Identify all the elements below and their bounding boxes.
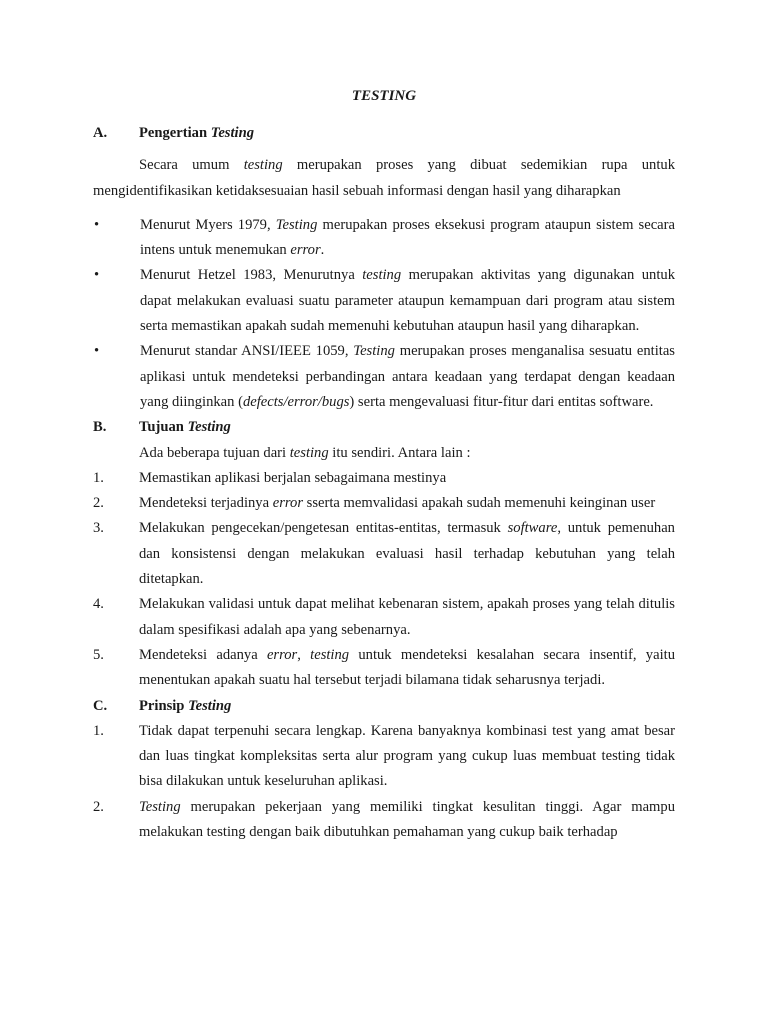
section-c-marker: C. [93,697,108,714]
list-item-text: Menurut standar ANSI/IEEE 1059, Testing merupakan proses menganalisa sesuatu entitas aplikasi untuk mendeteksi perbandingan antara keadaan yang terdapat dengan keadaan yang diinginkan (defects/error/bugs) serta mengevaluasi fitur-fitur dari entitas software. [140,343,675,410]
list-item-text: Menurut Hetzel 1983, Menurutnya testing merupakan aktivitas yang digunakan untuk dapat melakukan evaluasi suatu parameter ataupun kemampuan dari program atau sistem serta memastikan apakah sudah memenuhi kebutuhan ataupun hasil yang diharapkan. [140,267,675,335]
list-number: 4. [93,596,104,613]
list-item [93,213,675,264]
section-b-title: Tujuan Testing [139,419,231,436]
list-number: 2. [93,495,104,512]
section-c-heading [93,694,675,719]
section-b-heading [93,415,675,440]
list-item-text: Testing merupakan pekerjaan yang memiliki tingkat kesulitan tinggi. Agar mampu melakukan testing dengan baik dibutuhkan pemahaman yang cukup baik terhadap [139,798,675,841]
list-number: 1. [93,722,104,739]
list-item [93,719,675,795]
list-item-text: Mendeteksi adanya error, testing untuk mendeteksi kesalahan secara insentif, yaitu menentukan apakah suatu hal tersebut terjadi bilamana tidak seharusnya terjadi. [139,646,675,689]
list-item [93,795,675,846]
page-title: TESTING [351,88,417,104]
list-item [93,339,675,415]
list-item-text: Menurut Myers 1979, Testing merupakan proses eksekusi program ataupun sistem secara intens untuk menemukan error. [140,216,675,259]
list-item [93,516,675,592]
section-a-heading [93,121,675,146]
list-item-text: Memastikan aplikasi berjalan sebagaimana mestinya [139,469,447,486]
list-item-text: Mendeteksi terjadinya error sserta memvalidasi apakah sudah memenuhi keinginan user [139,495,656,512]
section-c-title: Prinsip Testing [139,697,232,714]
list-item [93,592,675,643]
bullet-marker: • [94,216,100,233]
list-item [93,263,675,339]
list-item [93,643,675,694]
list-number: 2. [93,798,104,815]
list-number: 3. [93,520,104,537]
document-body [93,121,675,845]
bullet-marker: • [94,343,100,360]
section-b-lead: Ada beberapa tujuan dari testing itu sendiri. Antara lain : [139,444,471,461]
list-item [93,466,675,491]
section-a-title: Pengertian Testing [139,125,255,141]
list-number: 5. [93,646,104,663]
list-item-text: Melakukan validasi untuk dapat melihat kebenaran sistem, apakah proses yang telah ditulis dalam spesifikasi adalah apa yang sebenarnya. [139,596,675,638]
section-a-marker: A. [93,125,108,141]
section-a-intro: Secara umum testing merupakan proses yang dibuat sedemikian rupa untuk mengidentifikasikan ketidaksesuaian hasil sebuah informasi dengan hasil yang diharapkan [93,157,675,199]
list-item [93,491,675,516]
list-item-text: Melakukan pengecekan/pengetesan entitas-entitas, termasuk software, untuk pemenuhan dan konsistensi dengan melakukan evaluasi hasil terhadap kebutuhan yang telah ditetapkan. [139,520,675,588]
list-number: 1. [93,469,104,486]
bullet-marker: • [94,267,100,284]
list-item-text: Tidak dapat terpenuhi secara lengkap. Karena banyaknya kombinasi test yang amat besar dan luas tingkat kompleksitas serta alur program yang cukup luas membuat testing tidak bisa dilakukan untuk keseluruhan aplikasi. [139,722,675,790]
section-b-marker: B. [93,419,107,436]
